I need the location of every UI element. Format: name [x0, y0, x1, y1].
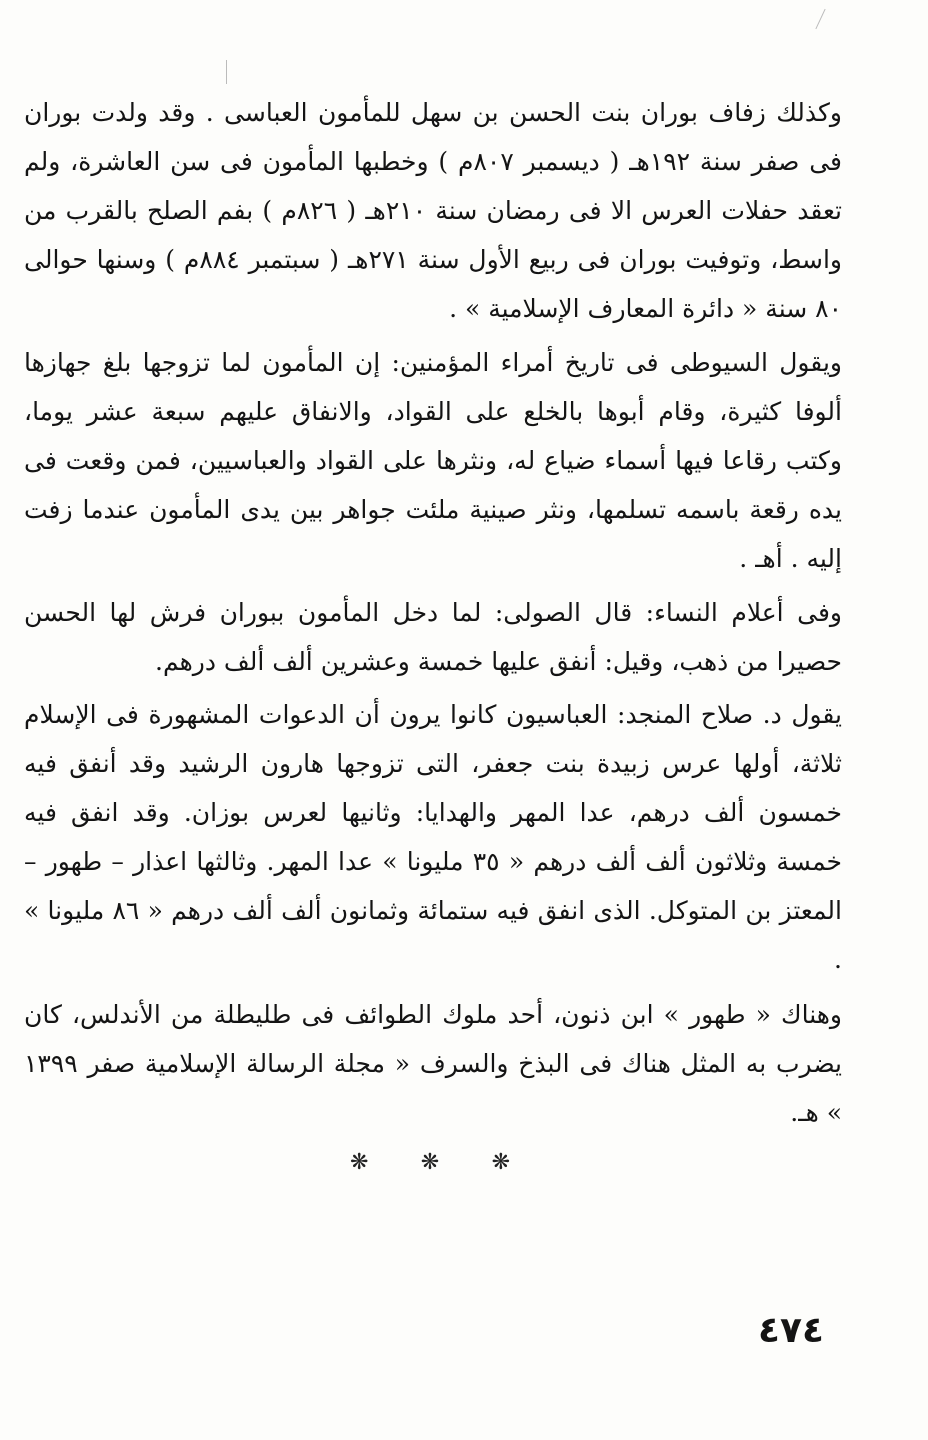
scan-artifact-line — [815, 9, 825, 29]
asterism-icon: ❋ — [350, 1150, 369, 1175]
paragraph-suyuti-account: ويقول السيوطى فى تاريخ أمراء المؤمنين: إن المأمون لما تزوجها بلغ جهازها ألوفا كثيرة، وقام أبوها بالخلع على القواد، والانفاق عليهم سبعة عشر يوما، وكتب رقاعا فيها أسماء ضياع له، ونثرها على القواد والعباسيين، فمن وقعت فى يده رقعة باسمه تسلمها، ونثر صينية ملئت جواهر بين يدى المأمون عندما زفت إليه . أهـ . — [24, 348, 842, 573]
section-separator — [350, 1150, 510, 1175]
paragraph-salah-munajjid: يقول د. صلاح المنجد: العباسيون كانوا يرون أن الدعوات المشهورة فى الإسلام ثلاثة، أولها عرس زبيدة بنت جعفر، التى تزوجها هارون الرشيد وقد أنفق فيه خمسون ألف درهم، عدا المهر والهدايا: وثانيها لعرس بوزان. وقد انفق فيه خمسة وثلاثون ألف ألف درهم « ٣٥ مليونا » عدا المهر. وثالثها اعذار – طهور – المعتز بن المتوكل. الذى انفق فيه ستمائة وثمانون ألف ألف درهم « ٨٦ مليونا » . — [24, 700, 842, 974]
asterism-icon: ❋ — [420, 1150, 440, 1175]
page-number: ٤٧٤ — [758, 1310, 824, 1351]
scan-artifact-line — [226, 60, 227, 84]
paragraph-buran-wedding: وكذلك زفاف بوران بنت الحسن بن سهل للمأمون العباسى . وقد ولدت بوران فى صفر سنة ١٩٢هـ ( ديسمبر ٨٠٧م ) وخطبها المأمون فى سن العاشرة، ولم تعقد حفلات العرس الا فى رمضان سنة ٢١٠هـ ( ٨٢٦م ) بفم الصلح بالقرب من واسط، وتوفيت بوران فى ربيع الأول سنة ٢٧١هـ ( سبتمبر ٨٨٤م ) وسنها حوالى ٨٠ سنة « دائرة المعارف الإسلامية » . — [24, 98, 842, 323]
paragraph-alam-al-nisa: وفى أعلام النساء: قال الصولى: لما دخل المأمون ببوران فرش لها الحسن حصيرا من ذهب، وقيل: أنفق عليها خمسة وعشرين ألف ألف درهم. — [24, 598, 842, 676]
asterism-icon: ❋ — [491, 1150, 510, 1175]
paragraph-ibn-dhunun: وهناك « طهور » ابن ذنون، أحد ملوك الطوائف فى طليطلة من الأندلس، كان يضرب به المثل هناك فى البذخ والسرف « مجلة الرسالة الإسلامية صفر ١٣٩٩ » هـ. — [24, 1000, 842, 1127]
